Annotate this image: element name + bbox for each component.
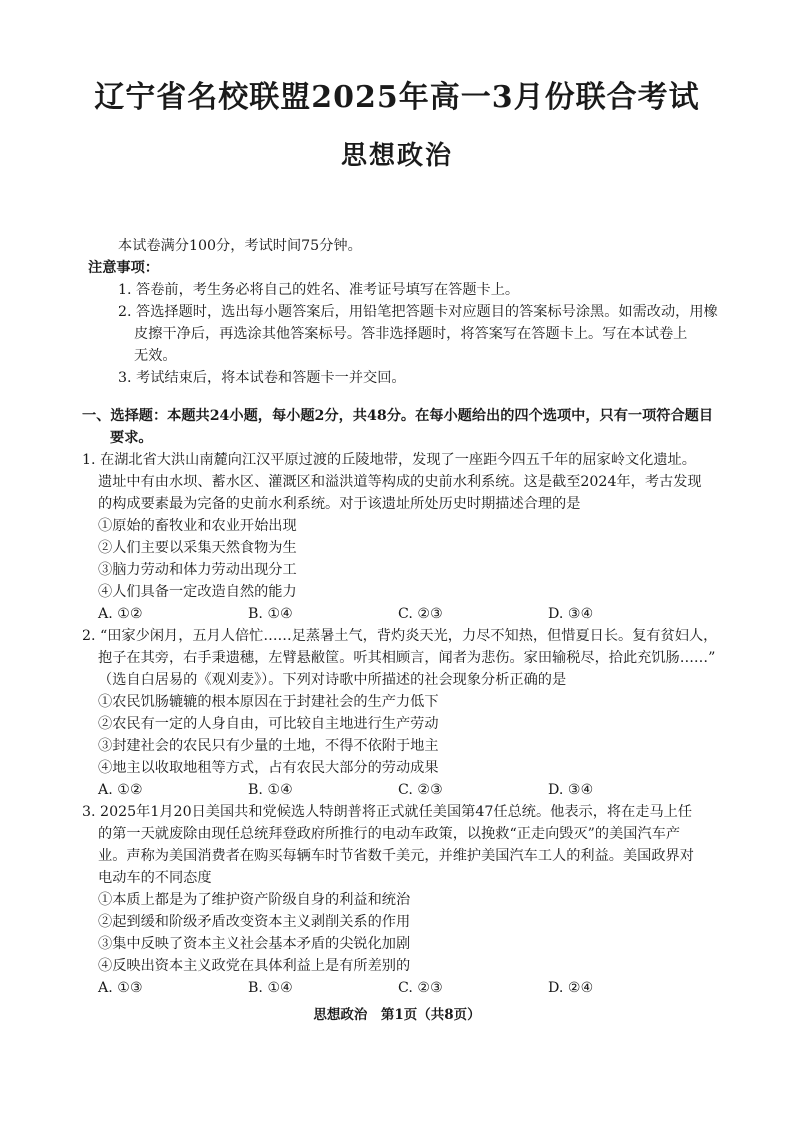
q3-stem: 业。声称为美国消费者在购买每辆车时节省数千美元，并维护美国汽车工人的利益。美国政界对 [98,848,694,864]
q3-option-d: D. ②④ [548,980,594,996]
notice-item: 1. 答卷前，考生务必将自己的姓名、准考证号填写在答题卡上。 [118,282,520,298]
q3-stem: 的第一天就废除由现任总统拜登政府所推行的电动车政策，以挽救“正走向毁灭”的美国汽车产 [98,826,681,842]
q2-statement: ④地主以收取地租等方式，占有农民大部分的劳动成果 [98,760,439,776]
q3-statement: ④反映出资本主义政党在具体利益上是有所差别的 [98,958,411,974]
q1-option-c: C. ②③ [398,606,443,622]
q3-statement: ③集中反映了资本主义社会基本矛盾的尖锐化加剧 [98,936,411,952]
q1-stem: 遗址中有由水坝、蓄水区、灌溉区和溢洪道等构成的史前水利系统。这是截至2024年，考古发现 [98,474,702,490]
q1-option-b: B. ①④ [248,606,293,622]
q1-option-d: D. ③④ [548,606,594,622]
q1-statement: ③脑力劳动和体力劳动出现分工 [98,562,297,578]
q1-option-a: A. ①② [98,606,143,622]
q2-statement: ①农民饥肠辘辘的根本原因在于封建社会的生产力低下 [98,694,439,710]
q1-stem: 的构成要素最为完备的史前水利系统。对于该遗址所处历史时期描述合理的是 [98,496,581,512]
q1-statement: ①原始的畜牧业和农业开始出现 [98,518,297,534]
page-footer: 思想政治 第1页（共8页） [313,1007,481,1023]
q2-option-b: B. ①④ [248,782,293,798]
q2-option-a: A. ①② [98,782,143,798]
q1-stem: 1. 在湖北省大洪山南麓向江汉平原过渡的丘陵地带，发现了一座距今四五千年的屈家岭文化遗址。 [82,452,696,468]
q2-stem: （选自白居易的《观刈麦》）。下列对诗歌中所描述的社会现象分析正确的是 [98,672,567,688]
q2-statement: ③封建社会的农民只有少量的土地，不得不依附于地主 [98,738,439,754]
q1-statement: ②人们主要以采集天然食物为生 [98,540,297,556]
q2-option-d: D. ③④ [548,782,594,798]
section-heading: 一、选择题：本题共24小题，每小题2分，共48分。在每小题给出的四个选项中，只有一项符合题目 [82,408,714,424]
notice-item: 无效。 [134,348,177,364]
q1-statement: ④人们具备一定改造自然的能力 [98,584,297,600]
q2-stem: 抱子在其旁，右手秉遗穗，左臂悬敝筐。听其相顾言，闻者为悲伤。家田输税尽，拾此充饥肠……” [98,650,716,666]
section-heading-cont: 要求。 [110,430,153,446]
q3-option-a: A. ①③ [98,980,143,996]
exam-title: 辽宁省名校联盟2025年高一3月份联合考试 [94,80,700,115]
exam-intro: 本试卷满分100分，考试时间75分钟。 [118,238,362,254]
q3-statement: ②起到缓和阶级矛盾改变资本主义剥削关系的作用 [98,914,411,930]
notice-item: 3. 考试结束后，将本试卷和答题卡一并交回。 [118,370,406,386]
q3-stem: 3. 2025年1月20日美国共和党候选人特朗普将正式就任美国第47任总统。他表示，将在走马上任 [82,804,693,820]
q3-option-b: B. ①④ [248,980,293,996]
subject-title: 思想政治 [340,141,453,171]
notice-heading: 注意事项： [88,260,159,276]
notice-item: 皮擦干净后，再选涂其他答案标号。答非选择题时，将答案写在答题卡上。写在本试卷上 [134,326,688,342]
notice-item: 2. 答选择题时，选出每小题答案后，用铅笔把答题卡对应题目的答案标号涂黑。如需改动，用橡 [118,304,718,320]
q3-statement: ①本质上都是为了维护资产阶级自身的利益和统治 [98,892,411,908]
q3-stem: 电动车的不同态度 [98,870,212,886]
q3-option-c: C. ②③ [398,980,443,996]
q2-statement: ②农民有一定的人身自由，可比较自主地进行生产劳动 [98,716,439,732]
q2-option-c: C. ②③ [398,782,443,798]
q2-stem: 2. “田家少闲月，五月人倍忙……足蒸暑土气，背灼炎天光，力尽不知热，但惜夏日长。复有贫妇人， [82,628,718,644]
